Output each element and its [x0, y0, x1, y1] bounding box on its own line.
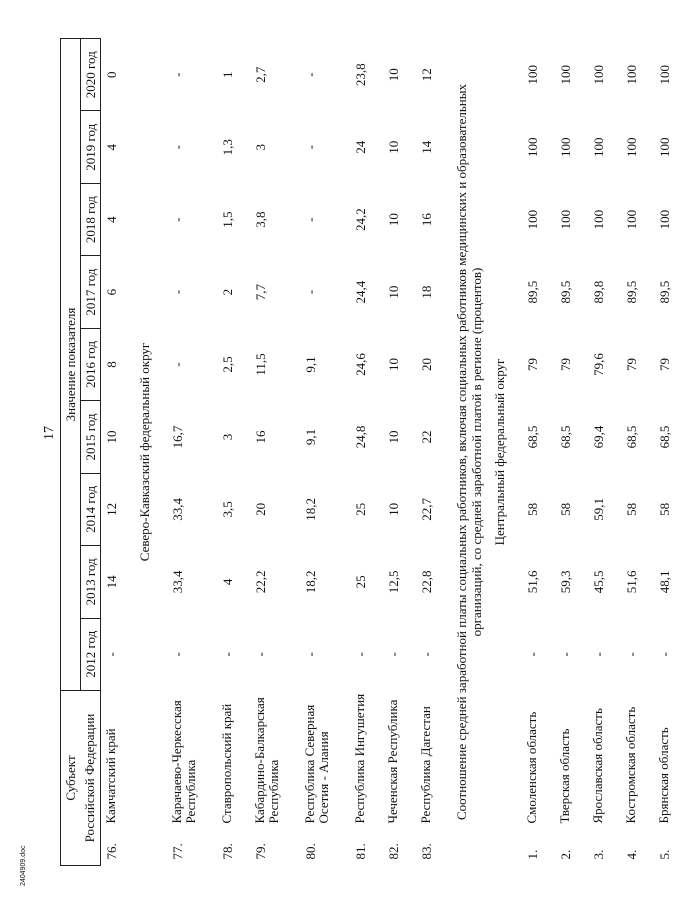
- value-cell: 24: [353, 140, 368, 154]
- row-number: 77.: [170, 843, 185, 860]
- value-cell: 11,5: [253, 353, 268, 376]
- value-cell: 16,7: [170, 425, 185, 449]
- value-cell: 100: [624, 209, 639, 230]
- value-cell: 100: [558, 137, 573, 157]
- value-cell: 100: [591, 137, 606, 157]
- value-cell: 100: [558, 65, 573, 85]
- value-cell: -: [303, 72, 318, 77]
- value-cell: 10: [386, 430, 401, 444]
- region-name: Костромская область: [623, 706, 638, 824]
- value-cell: 51,6: [525, 570, 540, 594]
- value-cell: 79: [657, 358, 672, 372]
- value-cell: 4: [104, 216, 119, 223]
- value-cell: -: [386, 652, 401, 657]
- value-cell: 9,1: [303, 428, 318, 446]
- value-cell: 3,8: [253, 211, 268, 228]
- table-row: [555, 39, 588, 866]
- value-cell: 79: [558, 358, 573, 372]
- value-cell: 100: [624, 65, 639, 85]
- year-header: 2016 год: [81, 328, 101, 400]
- value-cell: 18,2: [303, 570, 318, 594]
- value-cell: -: [419, 652, 434, 657]
- value-cell: -: [170, 145, 185, 150]
- region-name: Республика Северная Осетия - Алания: [302, 704, 331, 824]
- section-heading-cfo: Центральный федеральный округ: [492, 358, 507, 546]
- value-cell: 12,5: [386, 570, 401, 594]
- value-cell: -: [525, 652, 540, 657]
- row-number: 79.: [253, 843, 268, 860]
- value-cell: -: [303, 289, 318, 295]
- value-cell: 100: [525, 209, 540, 230]
- value-cell: 14: [104, 575, 119, 589]
- value-cell: -: [303, 652, 318, 657]
- value-cell: -: [624, 652, 639, 657]
- table-row: [654, 39, 687, 866]
- value-cell: 24,2: [353, 208, 368, 232]
- value-cell: 100: [591, 209, 606, 230]
- row-number: 80.: [303, 843, 318, 860]
- value-cell: 23,8: [353, 63, 368, 87]
- table-row: [167, 39, 217, 866]
- section-row: [134, 39, 167, 866]
- value-cell: -: [170, 362, 185, 367]
- value-cell: 22,7: [419, 498, 434, 521]
- row-number: 3.: [591, 849, 606, 860]
- region-name: Смоленская область: [524, 711, 539, 824]
- value-cell: 68,5: [657, 425, 672, 449]
- value-cell: 8: [104, 361, 119, 368]
- value-cell: 68,5: [525, 425, 540, 449]
- year-header: 2014 год: [81, 473, 101, 545]
- value-cell: 24,4: [353, 280, 368, 304]
- value-cell: 9,1: [303, 356, 318, 373]
- value-cell: 12: [104, 502, 119, 516]
- table-row: [621, 39, 654, 866]
- value-cell: 16: [419, 213, 434, 227]
- value-cell: -: [170, 289, 185, 295]
- value-cell: 89,5: [525, 280, 540, 304]
- value-cell: 10: [386, 68, 401, 82]
- region-name: Республика Ингушетия: [352, 693, 367, 824]
- value-cell: 20: [419, 358, 434, 372]
- value-cell: 25: [353, 502, 368, 516]
- value-cell: -: [303, 217, 318, 222]
- value-cell: 58: [558, 502, 573, 516]
- year-header: 2018 год: [81, 183, 101, 255]
- row-number: 4.: [624, 849, 639, 860]
- indicator-table: [60, 38, 687, 866]
- region-name: Карачаево-Черкесская Республика: [169, 700, 198, 824]
- value-cell: 22,2: [253, 570, 268, 594]
- value-cell: 22: [419, 430, 434, 444]
- value-cell: 89,5: [657, 280, 672, 304]
- row-number: 1.: [525, 849, 540, 860]
- value-cell: -: [170, 652, 185, 657]
- value-cell: 10: [386, 285, 401, 299]
- value-cell: 79,6: [591, 353, 606, 376]
- value-cell: -: [220, 652, 235, 657]
- table-row: [383, 39, 416, 866]
- value-cell: 22,8: [419, 570, 434, 594]
- row-number: 78.: [220, 843, 235, 860]
- table-row: [416, 39, 449, 866]
- value-cell: 89,5: [624, 280, 639, 304]
- region-name: Тверская область: [557, 728, 572, 824]
- value-cell: 2: [220, 288, 235, 296]
- subject-header-line1: Субъект: [61, 691, 81, 866]
- value-cell: 3,5: [220, 501, 235, 518]
- values-title: Значение показателя: [61, 39, 81, 691]
- value-cell: 2,7: [253, 66, 268, 83]
- value-cell: 45,5: [591, 570, 606, 594]
- value-cell: 89,5: [558, 280, 573, 304]
- value-cell: 100: [657, 65, 672, 85]
- value-cell: 10: [386, 213, 401, 227]
- region-name: Ставропольский край: [219, 703, 234, 824]
- table-row: [217, 39, 250, 866]
- table-row: [522, 39, 555, 866]
- value-cell: 1,3: [220, 139, 235, 156]
- value-cell: 68,5: [624, 425, 639, 449]
- value-cell: 18: [419, 285, 434, 299]
- value-cell: 12: [419, 68, 434, 82]
- value-cell: 33,4: [170, 498, 185, 521]
- value-cell: -: [591, 652, 606, 657]
- value-cell: 89,8: [591, 280, 606, 304]
- value-cell: 51,6: [624, 570, 639, 594]
- value-cell: 10: [386, 140, 401, 154]
- row-number: 82.: [386, 843, 401, 860]
- region-name: Кабардино-Балкарская Республика: [252, 697, 281, 824]
- value-cell: 68,5: [558, 425, 573, 449]
- indicator-note: Соотношение средней заработной платы социальных работников, включая социальных работников медицинских и образовательных организаций, со средней заработной платой в регионе (процентов): [454, 84, 484, 820]
- value-cell: 100: [591, 65, 606, 85]
- value-cell: 48,1: [657, 570, 672, 594]
- value-cell: 100: [558, 209, 573, 230]
- value-cell: 10: [386, 502, 401, 516]
- value-cell: 10: [386, 358, 401, 372]
- year-header: 2012 год: [81, 618, 101, 690]
- value-cell: 58: [525, 502, 540, 516]
- region-name: Чеченская Республика: [385, 699, 400, 824]
- value-cell: 24,6: [353, 353, 368, 376]
- row-number: 76.: [104, 843, 119, 860]
- region-name: Брянская область: [656, 727, 671, 824]
- year-header: 2019 год: [81, 111, 101, 183]
- value-cell: 100: [624, 137, 639, 157]
- value-cell: 14: [419, 140, 434, 154]
- region-name: Камчатский край: [103, 728, 118, 824]
- region-name: Республика Дагестан: [418, 706, 433, 824]
- value-cell: 6: [104, 288, 119, 296]
- region-name: Ярославская область: [590, 708, 605, 824]
- section-row: [489, 39, 522, 866]
- value-cell: 18,2: [303, 498, 318, 521]
- year-header: 2013 год: [81, 546, 101, 618]
- value-cell: -: [170, 217, 185, 222]
- value-cell: 79: [525, 358, 540, 372]
- value-cell: -: [558, 652, 573, 657]
- value-cell: 20: [253, 502, 268, 516]
- table-row: [250, 39, 300, 866]
- file-code: 2404909.doc: [20, 845, 27, 886]
- table-row: [101, 39, 135, 866]
- value-cell: -: [303, 145, 318, 150]
- row-number: 81.: [353, 843, 368, 860]
- table-row: [300, 39, 350, 866]
- value-cell: 1,5: [220, 211, 235, 228]
- value-cell: 7,7: [253, 283, 268, 301]
- value-cell: -: [253, 652, 268, 657]
- year-header: 2017 год: [81, 256, 101, 328]
- value-cell: -: [657, 652, 672, 657]
- value-cell: 1: [220, 71, 235, 78]
- page-number: 17: [42, 426, 57, 440]
- subject-header-line2: Российской Федерации: [81, 691, 101, 866]
- table-row: [350, 39, 383, 866]
- value-cell: 59,3: [558, 570, 573, 594]
- year-header: 2015 год: [81, 401, 101, 473]
- value-cell: 58: [657, 502, 672, 516]
- year-header: 2020 год: [81, 39, 101, 112]
- value-cell: 33,4: [170, 570, 185, 594]
- value-cell: -: [353, 652, 368, 657]
- value-cell: 25: [353, 575, 368, 589]
- value-cell: -: [170, 72, 185, 77]
- value-cell: 100: [525, 137, 540, 157]
- value-cell: 100: [657, 137, 672, 157]
- section-heading-nkfo: Северо-Кавказский федеральный округ: [137, 342, 152, 562]
- value-cell: 79: [624, 358, 639, 372]
- table-row: [588, 39, 621, 866]
- row-number: 83.: [419, 843, 434, 860]
- value-cell: 0: [104, 71, 119, 78]
- value-cell: 58: [624, 502, 639, 516]
- rotated-table-sheet: [60, 38, 672, 866]
- row-number: 2.: [558, 849, 573, 860]
- value-cell: 100: [525, 65, 540, 85]
- value-cell: 69,4: [591, 425, 606, 449]
- row-number: 5.: [657, 849, 672, 860]
- value-cell: 10: [104, 430, 119, 444]
- section-row: [449, 39, 489, 866]
- value-cell: 24,8: [353, 425, 368, 449]
- value-cell: 4: [220, 578, 235, 586]
- value-cell: 3: [220, 433, 235, 441]
- value-cell: 16: [253, 430, 268, 444]
- value-cell: 2,5: [220, 356, 235, 373]
- value-cell: 3: [253, 143, 268, 151]
- value-cell: -: [104, 652, 119, 657]
- value-cell: 59,1: [591, 498, 606, 521]
- value-cell: 100: [657, 209, 672, 230]
- value-cell: 4: [104, 143, 119, 151]
